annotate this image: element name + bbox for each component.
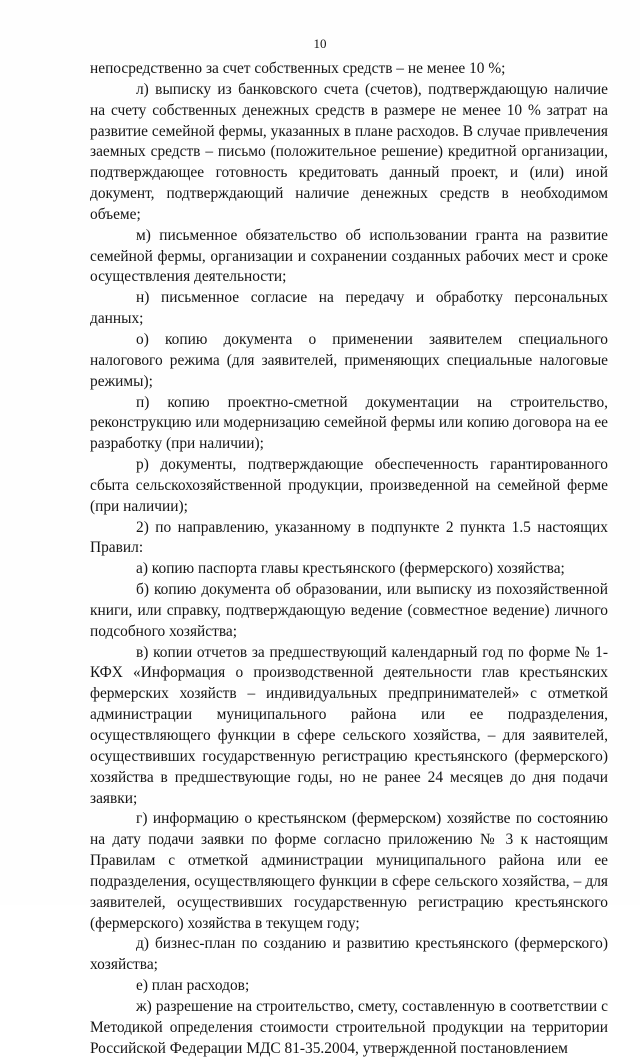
document-body <box>90 59 608 1060</box>
paragraph: в) копии отчетов за предшествующий календарный год по форме № 1-КФХ «Информация о производственной деятельности глав крестьянских фермерских хозяйств – индивидуальных предпринимателей» с отметкой администрации муниципального района или ее подразделения, осуществляющего функции в сфере сельского хозяйства, – для заявителей, осуществивших государственную регистрацию крестьянского (фермерского) хозяйства в предшествующие годы, но не ранее 24 месяцев до дня подачи заявки; <box>90 643 608 807</box>
paragraph: 2) по направлению, указанному в подпункте 2 пункта 1.5 настоящих Правил: <box>90 518 608 557</box>
paragraph: д) бизнес-план по созданию и развитию крестьянского (фермерского) хозяйства; <box>90 935 608 974</box>
paragraph: п) копию проектно-сметной документации на строительство, реконструкцию или модернизацию семейной фермы или копию договора на ее разработку (при наличии); <box>90 393 608 453</box>
paragraph: б) копию документа об образовании, или выписку из похозяйственной книги, или справку, подтверждающую ведение (совместное ведение) личного подсобного хозяйства; <box>90 581 608 640</box>
page-number: 10 <box>313 36 327 51</box>
paragraph: л) выписку из банковского счета (счетов), подтверждающую наличие на счету собственных денежных средств в размере не менее 10 % затрат на развитие семейной фермы, указанных в плане расходов. В случае привлечения заемных средств – письмо (положительное решение) кредитной организации, подтверждающее готовность кредитовать данный проект, и (или) иной документ, подтверждающий наличие денежных средств в необходимом объеме; <box>90 80 608 223</box>
paragraph: а) копию паспорта главы крестьянского (фермерского) хозяйства; <box>136 560 565 578</box>
paragraph: е) план расходов; <box>136 977 250 995</box>
paragraph: непосредственно за счет собственных средств – не менее 10 %; <box>90 60 506 77</box>
paragraph: р) документы, подтверждающие обеспеченность гарантированного сбыта сельскохозяйственной продукции, произведенной на семейной ферме (при наличии); <box>90 456 608 515</box>
paragraph: о) копию документа о применении заявителем специального налогового режима (для заявителей, применяющих специальные налоговые режимы); <box>90 330 608 390</box>
paragraph: н) письменное согласие на передачу и обработку персональных данных; <box>90 289 608 328</box>
paragraph: ж) разрешение на строительство, смету, составленную в соответствии с Методикой определения стоимости строительной продукции на территории Российской Федерации МДС 81-35.2004, утвержденной постановлением <box>90 997 608 1057</box>
paragraph: м) письменное обязательство об использовании гранта на развитие семейной фермы, организации и сохранении созданных рабочих мест и сроке осуществления деятельности; <box>90 226 608 286</box>
paragraph: г) информацию о крестьянском (фермерском) хозяйстве по состоянию на дату подачи заявки по форме согласно приложению № 3 к настоящим Правилам с отметкой администрации муниципального района или ее подразделения, осуществляющего функции в сфере сельского хозяйства, – для заявителей, осуществивших государственную регистрацию крестьянского (фермерского) хозяйства в текущем году; <box>90 810 608 932</box>
